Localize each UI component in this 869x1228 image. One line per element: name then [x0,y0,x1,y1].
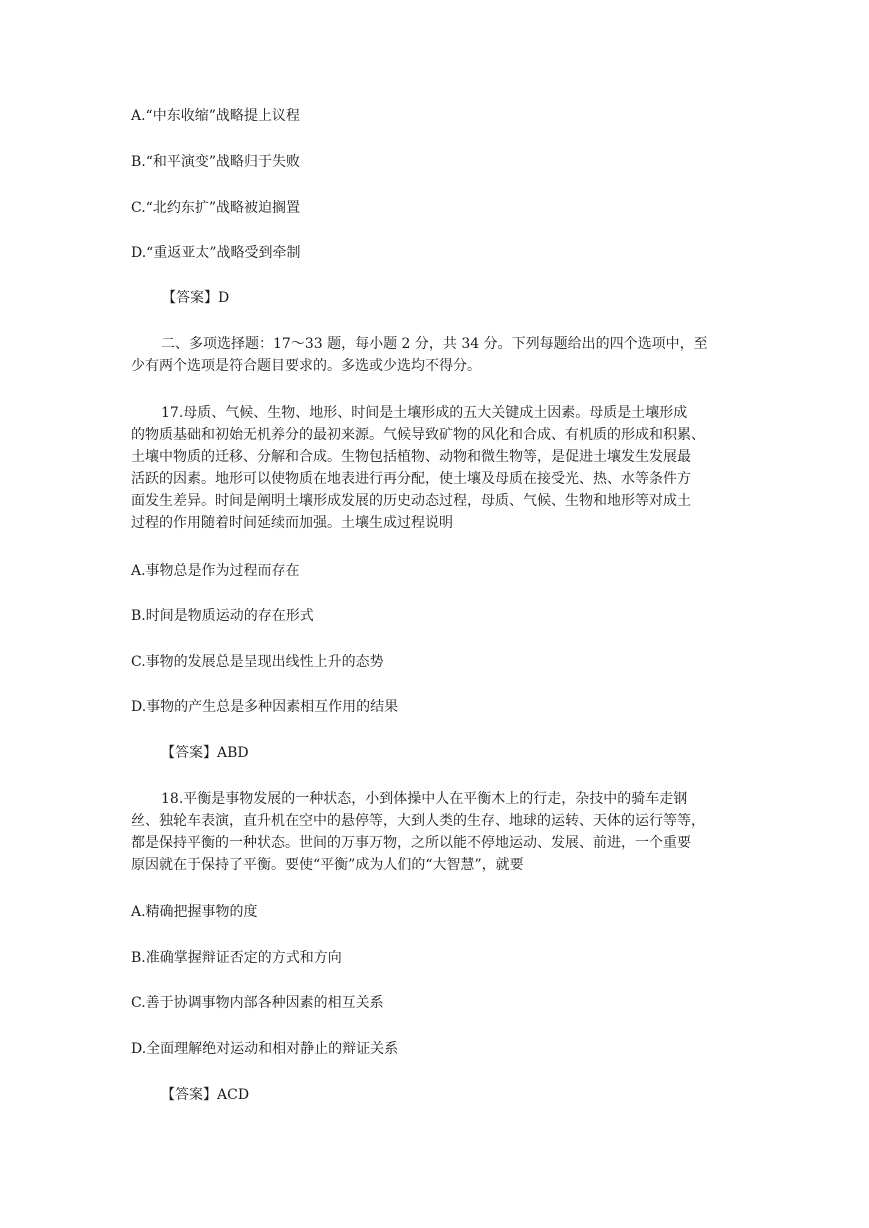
q17-option-d: D.事物的产生总是多种因素相互作用的结果 [131,699,399,715]
q16-option-c: C.“北约东扩”战略被迫搁置 [131,200,300,216]
section2-line: 二、多项选择题：17～33 题，每小题 2 分，共 34 分。下列每题给出的四个选项中，至 [161,336,708,352]
q17-line: 活跃的因素。地形可以使物质在地表进行再分配，使土壤及母质在接受光、热、水等条件方 [131,471,691,487]
q17-option-c: C.事物的发展总是呈现出线性上升的态势 [131,654,384,670]
q17-line: 过程的作用随着时间延续而加强。土壤生成过程说明 [131,515,453,531]
q16-option-b: B.“和平演变”战略归于失败 [131,154,301,170]
q18-answer: 【答案】ACD [161,1087,250,1103]
q17-line: 17.母质、气候、生物、地形、时间是土壤形成的五大关键成土因素。母质是土壤形成 [161,405,688,421]
section2-instructions [131,333,731,377]
section2-line: 少有两个选项是符合题目要求的。多选或少选均不得分。 [131,358,481,374]
q18-stem [131,788,731,876]
q17-answer: 【答案】ABD [161,745,249,761]
q18-option-c: C.善于协调事物内部各种因素的相互关系 [131,995,384,1011]
q18-line: 都是保持平衡的一种状态。世间的万事万物，之所以能不停地运动、发展、前进，一个重要 [131,835,691,851]
q18-line: 原因就在于保持了平衡。要使“平衡”成为人们的“大智慧”，就要 [131,857,524,873]
q18-option-b: B.准确掌握辩证否定的方式和方向 [131,950,342,966]
q17-stem [131,402,731,534]
q18-line: 18.平衡是事物发展的一种状态，小到体操中人在平衡木上的行走，杂技中的骑车走钢 [161,791,688,807]
q16-option-d: D.“重返亚太”战略受到牵制 [131,245,301,261]
q17-line: 的物质基础和初始无机养分的最初来源。气候导致矿物的风化和合成、有机质的形成和积累、 [131,427,705,443]
q17-line: 土壤中物质的迁移、分解和合成。生物包括植物、动物和微生物等，是促进土壤发生发展最 [131,449,691,465]
q17-option-a: A.事物总是作为过程而存在 [131,563,300,579]
q18-option-d: D.全面理解绝对运动和相对静止的辩证关系 [131,1041,399,1057]
q16-answer: 【答案】D [162,290,230,306]
q16-option-a: A.“中东收缩”战略提上议程 [131,108,300,124]
q18-line: 丝、独轮车表演，直升机在空中的悬停等，大到人类的生存、地球的运转、天体的运行等等， [131,813,705,829]
q17-option-b: B.时间是物质运动的存在形式 [131,608,314,624]
q17-line: 面发生差异。时间是阐明土壤形成发展的历史动态过程，母质、气候、生物和地形等对成土 [131,493,691,509]
q18-option-a: A.精确把握事物的度 [131,904,258,920]
